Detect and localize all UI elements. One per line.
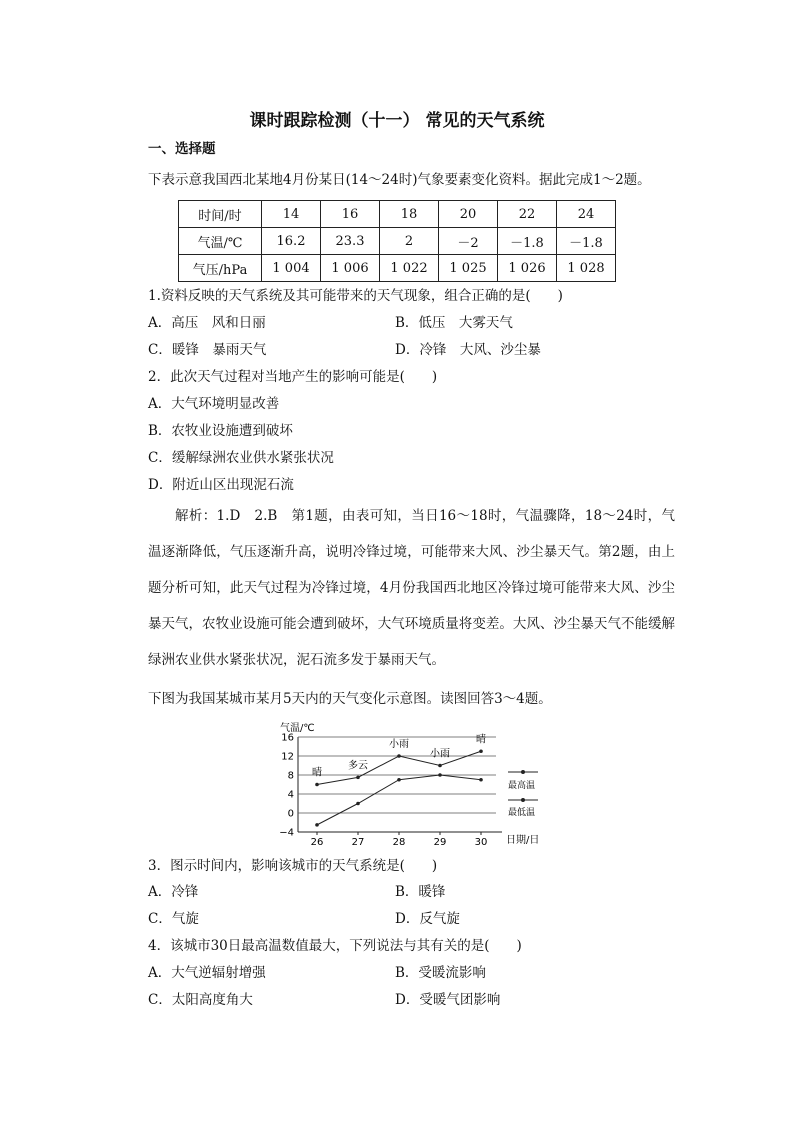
table-cell: 20 bbox=[439, 201, 498, 228]
legend-high-marker bbox=[521, 770, 525, 774]
x-tick-label: 30 bbox=[474, 837, 488, 848]
y-tick-label: 4 bbox=[287, 789, 294, 801]
question-4-option-b: B．受暖流影响 bbox=[395, 965, 486, 981]
high-temp-point bbox=[438, 764, 442, 768]
x-tick-label: 29 bbox=[433, 837, 447, 848]
legend-low-label: 最低温 bbox=[508, 808, 536, 818]
table-row bbox=[179, 255, 616, 282]
page-title: 课时跟踪检测（十一） 常见的天气系统 bbox=[249, 111, 545, 131]
table-cell: 气温/℃ bbox=[179, 228, 262, 255]
analysis-text: 解析：1.D 2.B 第1题，由表可知，当日16～18时，气温骤降，18～24时，气温逐渐降低，气压逐渐升高，说明冷锋过境，可能带来大风、沙尘暴天气。第2题，由上题分析可知，此天气过程为冷锋过境，4月份我国西北地区冷锋过境可能带来大风、沙尘暴天气，农牧业设施可能会遭到破坏，大气环境质量将变差。大风、沙尘暴天气不能缓解绿洲农业供水紧张状况，泥石流多发于暴雨天气。 bbox=[148, 508, 675, 668]
low-temp-point bbox=[438, 773, 442, 777]
low-temp-point bbox=[479, 778, 483, 782]
table-row bbox=[179, 228, 616, 255]
x-tick-label: 27 bbox=[351, 837, 365, 848]
table-cell: 23.3 bbox=[321, 228, 380, 255]
x-tick-label: 28 bbox=[392, 837, 406, 848]
y-axis-label: 气温/℃ bbox=[280, 723, 315, 734]
high-temp-point bbox=[356, 776, 360, 780]
question-3-stem: 3．图示时间内，影响该城市的天气系统是( ) bbox=[148, 858, 438, 874]
series-lines bbox=[315, 749, 483, 826]
section-heading: 一、选择题 bbox=[148, 141, 216, 157]
question-intro-1: 下表示意我国西北某地4月份某日(14～24时)气象要素变化资料。据此完成1～2题。 bbox=[148, 172, 651, 188]
low-temp-point bbox=[315, 823, 319, 827]
high-temp-point bbox=[315, 783, 319, 787]
legend-high-label: 最高温 bbox=[508, 781, 536, 791]
question-intro-2: 下图为我国某城市某月5天内的天气变化示意图。读图回答3～4题。 bbox=[148, 691, 552, 707]
table-cell: －2 bbox=[439, 228, 498, 255]
table-cell: 气压/hPa bbox=[179, 255, 262, 282]
question-3-option-d: D．反气旋 bbox=[395, 911, 460, 927]
x-axis-label: 日期/日 bbox=[506, 835, 540, 846]
temperature-chart bbox=[270, 715, 560, 850]
question-1-option-d: D．冷锋 大风、沙尘暴 bbox=[395, 342, 541, 358]
weather-label: 多云 bbox=[348, 760, 368, 772]
table-row bbox=[179, 201, 616, 228]
question-1-option-a: A．高压 风和日丽 bbox=[148, 315, 266, 331]
legend bbox=[508, 770, 538, 818]
weather-label: 小雨 bbox=[430, 748, 450, 760]
table-cell: 1 028 bbox=[557, 255, 616, 282]
x-tick-label: 26 bbox=[310, 837, 324, 848]
table-cell: －1.8 bbox=[498, 228, 557, 255]
table-cell: 2 bbox=[380, 228, 439, 255]
table-cell: 16.2 bbox=[262, 228, 321, 255]
table-cell: 18 bbox=[380, 201, 439, 228]
weather-label: 小雨 bbox=[389, 739, 409, 750]
weather-label: 晴 bbox=[312, 767, 322, 779]
weather-data-table bbox=[178, 200, 616, 282]
table-cell: 1 022 bbox=[380, 255, 439, 282]
analysis-paragraph bbox=[148, 498, 675, 678]
table-cell: 16 bbox=[321, 201, 380, 228]
y-tick-label: 8 bbox=[287, 770, 294, 782]
table-cell: 1 004 bbox=[262, 255, 321, 282]
y-tick-label: 12 bbox=[281, 751, 294, 763]
table-cell: 1 006 bbox=[321, 255, 380, 282]
question-2-option-d: D．附近山区出现泥石流 bbox=[148, 477, 294, 493]
legend-low-marker bbox=[521, 798, 525, 802]
question-2-option-c: C．缓解绿洲农业供水紧张状况 bbox=[148, 450, 334, 466]
question-4-option-a: A．大气逆辐射增强 bbox=[148, 965, 266, 981]
question-4-option-c: C．太阳高度角大 bbox=[148, 992, 253, 1008]
low-temp-point bbox=[397, 778, 401, 782]
question-3-option-c: C．气旋 bbox=[148, 911, 199, 927]
high-temp-point bbox=[397, 754, 401, 758]
low-temp-line bbox=[317, 775, 481, 825]
question-1-option-b: B．低压 大雾天气 bbox=[395, 315, 513, 331]
table-cell: 1 025 bbox=[439, 255, 498, 282]
low-temp-point bbox=[356, 802, 360, 806]
question-4-option-d: D．受暖气团影响 bbox=[395, 992, 501, 1008]
table-cell: 14 bbox=[262, 201, 321, 228]
y-tick-label: −4 bbox=[279, 827, 294, 839]
question-1-stem: 1.资料反映的天气系统及其可能带来的天气现象，组合正确的是( ) bbox=[148, 288, 563, 304]
question-4-stem: 4．该城市30日最高温数值最大，下列说法与其有关的是( ) bbox=[148, 938, 522, 954]
y-tick-label: 0 bbox=[287, 808, 294, 820]
question-1-option-c: C．暖锋 暴雨天气 bbox=[148, 342, 267, 358]
tick-labels bbox=[279, 733, 487, 849]
question-2-stem: 2．此次天气过程对当地产生的影响可能是( ) bbox=[148, 369, 438, 385]
question-3-option-a: A．冷锋 bbox=[148, 884, 199, 900]
question-3-option-b: B．暖锋 bbox=[395, 884, 446, 900]
table-cell: 时间/时 bbox=[179, 201, 262, 228]
table-cell: 22 bbox=[498, 201, 557, 228]
question-2-option-b: B．农牧业设施遭到破坏 bbox=[148, 423, 293, 439]
table-cell: 24 bbox=[557, 201, 616, 228]
y-tick-label: 16 bbox=[281, 732, 294, 744]
weather-label: 晴 bbox=[476, 734, 486, 746]
question-2-option-a: A．大气环境明显改善 bbox=[148, 396, 280, 412]
table-cell: 1 026 bbox=[498, 255, 557, 282]
high-temp-point bbox=[479, 749, 483, 753]
table-cell: －1.8 bbox=[557, 228, 616, 255]
